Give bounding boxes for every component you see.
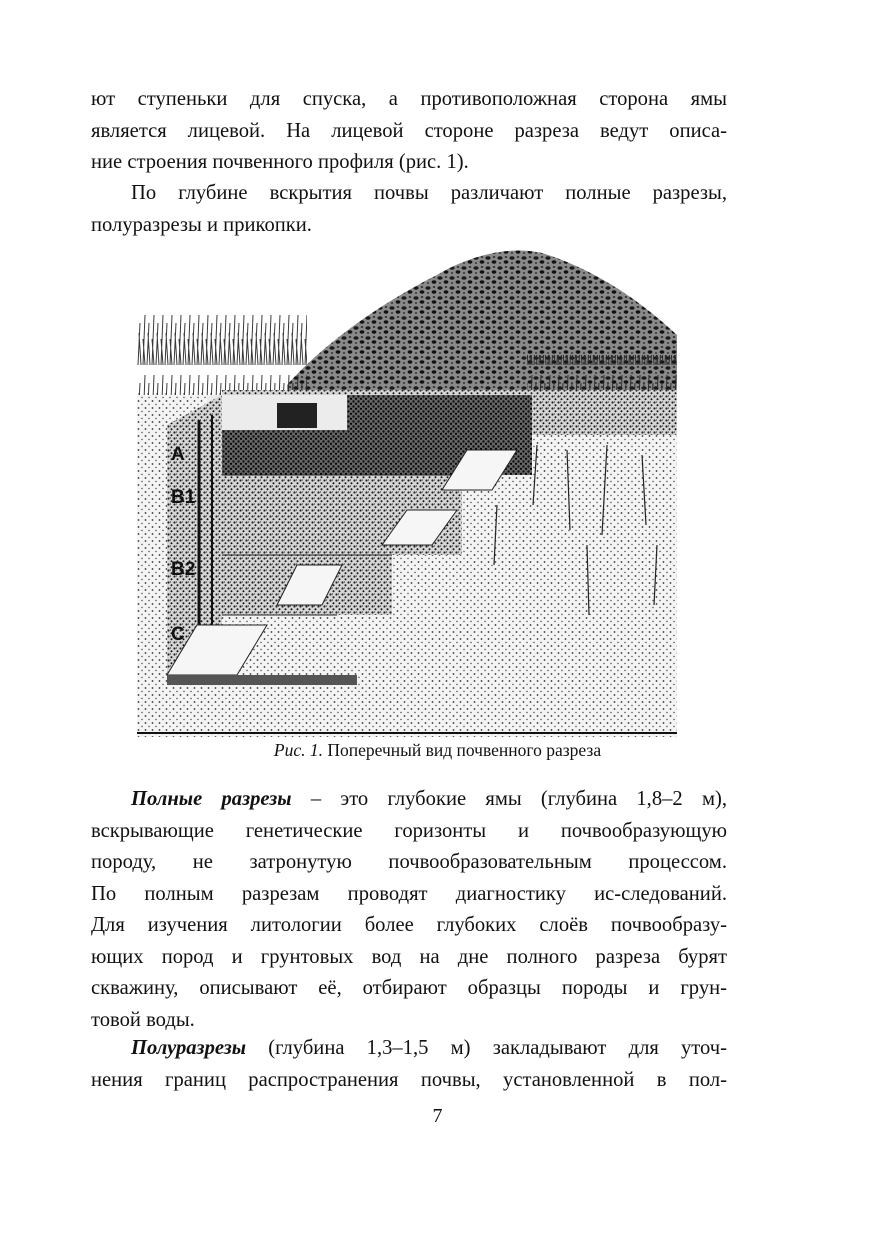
soil-section-figure	[137, 245, 677, 737]
figure-caption	[0, 740, 875, 761]
text-line: По полным разрезам проводят диагностику ис-следований.	[91, 882, 727, 905]
horizon-label-b2: B2	[171, 559, 196, 580]
text-line: ют ступеньки для спуска, а противоположная сторона ямы	[91, 88, 727, 110]
text-line	[91, 1033, 727, 1065]
text-fragment: – это глубокие ямы (глубина 1,8–2 м),	[291, 788, 728, 810]
text-line: скважину, описывают её, отбирают образцы породы и грун-	[91, 977, 727, 999]
caption-text: Поперечный вид почвенного разреза	[327, 740, 602, 760]
text-line: Для изучения литологии более глубоких слоёв почвообразу-	[91, 914, 727, 936]
text-line: ющих пород и грунтовых вод на дне полного разреза бурят	[91, 945, 727, 968]
term-half-sections: Полуразрезы	[131, 1037, 247, 1059]
text-line: товой воды.	[91, 1008, 195, 1031]
text-line: полуразрезы и прикопки.	[91, 213, 312, 236]
caption-label: Рис. 1.	[273, 740, 323, 760]
page-number: 7	[432, 1105, 443, 1127]
text-fragment: (глубина 1,3–1,5 м) закладывают для уточ-	[246, 1037, 727, 1059]
text-line: вскрывающие генетические горизонты и почвообразующую	[91, 819, 727, 842]
half-sections-paragraph	[91, 1033, 727, 1096]
top-paragraph	[91, 84, 727, 179]
text-line: породу, не затронутую почвообразовательным процессом.	[91, 851, 727, 873]
horizon-label-b1: B1	[171, 487, 196, 508]
text-line: ние строения почвенного профиля (рис. 1).	[91, 151, 469, 173]
text-line: является лицевой. На лицевой стороне разреза ведут описа-	[91, 119, 727, 142]
horizon-label-a: A	[171, 444, 185, 465]
full-sections-paragraph	[91, 784, 727, 1036]
depth-paragraph	[91, 178, 727, 241]
text-line: нения границ распространения почвы, установленной в пол-	[91, 1068, 727, 1091]
text-line: По глубине вскрытия почвы различают полные разрезы,	[131, 182, 727, 204]
text-line	[91, 784, 727, 816]
horizon-label-c: C	[171, 624, 185, 645]
term-full-sections: Полные разрезы	[131, 788, 292, 810]
